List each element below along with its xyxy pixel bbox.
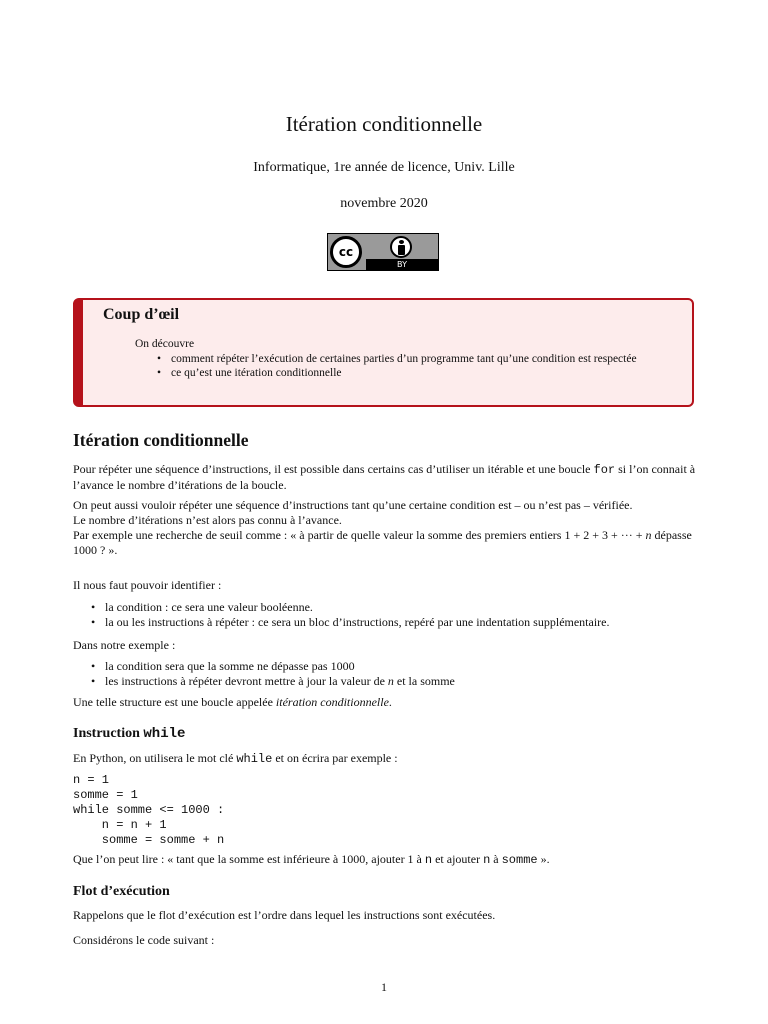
cc-icon: cc bbox=[330, 236, 362, 268]
document-date: novembre 2020 bbox=[340, 196, 428, 211]
inline-code: somme bbox=[501, 853, 538, 867]
math-variable: n bbox=[645, 528, 652, 542]
inline-code: for bbox=[593, 463, 616, 477]
text: à bbox=[490, 852, 502, 866]
subsection-heading bbox=[73, 726, 185, 742]
inline-code: n bbox=[483, 853, 491, 867]
attribution-person-icon bbox=[390, 236, 412, 258]
paragraph bbox=[73, 462, 697, 493]
page-number: 1 bbox=[381, 980, 387, 994]
text: Que l’on peut lire : « tant que la somme est inférieure à 1000, ajouter 1 à bbox=[73, 852, 425, 866]
paragraph bbox=[73, 852, 697, 868]
list-item bbox=[73, 674, 697, 689]
text: et on écrira par exemple : bbox=[272, 751, 398, 765]
text: ». bbox=[537, 852, 550, 866]
list-item: • la condition sera que la somme ne dépasse pas 1000 bbox=[73, 659, 697, 674]
text: Par exemple une recherche de seuil comme : « à partir de quelle valeur la somme des premiers entiers 1 + 2 + 3 + ··· + bbox=[73, 528, 646, 542]
inline-code: n bbox=[424, 853, 433, 867]
paragraph: Il nous faut pouvoir identifier : bbox=[73, 578, 222, 592]
document-subtitle: Informatique, 1re année de licence, Univ. Lille bbox=[253, 160, 515, 175]
glance-box bbox=[73, 298, 694, 407]
inline-code: while bbox=[236, 752, 273, 766]
list-item: • la ou les instructions à répéter : ce sera un bloc d’instructions, repéré par une indentation supplémentaire. bbox=[73, 615, 697, 630]
paragraph bbox=[73, 695, 697, 710]
glance-item: • ce qu’est une itération conditionnelle bbox=[143, 366, 663, 380]
text: et la somme bbox=[393, 674, 455, 688]
text: dépasse 1000 ? ». bbox=[73, 528, 692, 557]
code-block: n = 1 somme = 1 while somme <= 1000 : n = n + 1 somme = somme + n bbox=[73, 773, 225, 847]
text: En Python, on utilisera le mot clé bbox=[73, 751, 237, 765]
bullet-list bbox=[73, 659, 697, 689]
text: et ajouter bbox=[432, 852, 484, 866]
glance-item: • comment répéter l’exécution de certaines parties d’un programme tant qu’une condition est respectée bbox=[143, 352, 663, 366]
cc-by-license-badge bbox=[327, 233, 439, 271]
text: Instruction bbox=[73, 726, 144, 741]
inline-code: while bbox=[143, 726, 186, 742]
glance-list bbox=[143, 352, 663, 380]
text: les instructions à répéter devront mettre à jour la valeur de bbox=[105, 674, 388, 688]
text bbox=[73, 528, 697, 558]
paragraph: Dans notre exemple : bbox=[73, 638, 176, 652]
glance-title: Coup d’œil bbox=[103, 306, 180, 323]
section-heading: Itération conditionnelle bbox=[73, 430, 249, 450]
text: . bbox=[388, 695, 392, 709]
paragraph: Rappelons que le flot d’exécution est l’ordre dans lequel les instructions sont exécutées. bbox=[73, 908, 496, 922]
text: On peut aussi vouloir répéter une séquence d’instructions tant qu’une certaine condition est – ou n’est pas – vérifiée. bbox=[73, 498, 633, 512]
list-item: • la condition : ce sera une valeur booléenne. bbox=[73, 600, 697, 615]
paragraph: Considérons le code suivant : bbox=[73, 933, 215, 947]
math-variable: n bbox=[387, 674, 394, 688]
paragraph bbox=[73, 751, 697, 767]
document-title: Itération conditionnelle bbox=[285, 112, 483, 136]
glance-intro: On découvre bbox=[135, 338, 195, 350]
text: Pour répéter une séquence d’instructions, il est possible dans certains cas d’utiliser un itérable et une boucle bbox=[73, 462, 594, 476]
text: Le nombre d’itérations n’est alors pas connu à l’avance. bbox=[73, 513, 342, 527]
text: si l’on connait à l’avance le nombre d’itérations de la boucle. bbox=[73, 462, 696, 492]
subsection-heading: Flot d’exécution bbox=[73, 884, 170, 899]
emphasis: itération conditionnelle bbox=[275, 695, 389, 709]
paragraph bbox=[73, 498, 697, 558]
text: Une telle structure est une boucle appelée bbox=[73, 695, 276, 709]
by-label: BY bbox=[366, 259, 438, 270]
bullet-list bbox=[73, 600, 697, 630]
